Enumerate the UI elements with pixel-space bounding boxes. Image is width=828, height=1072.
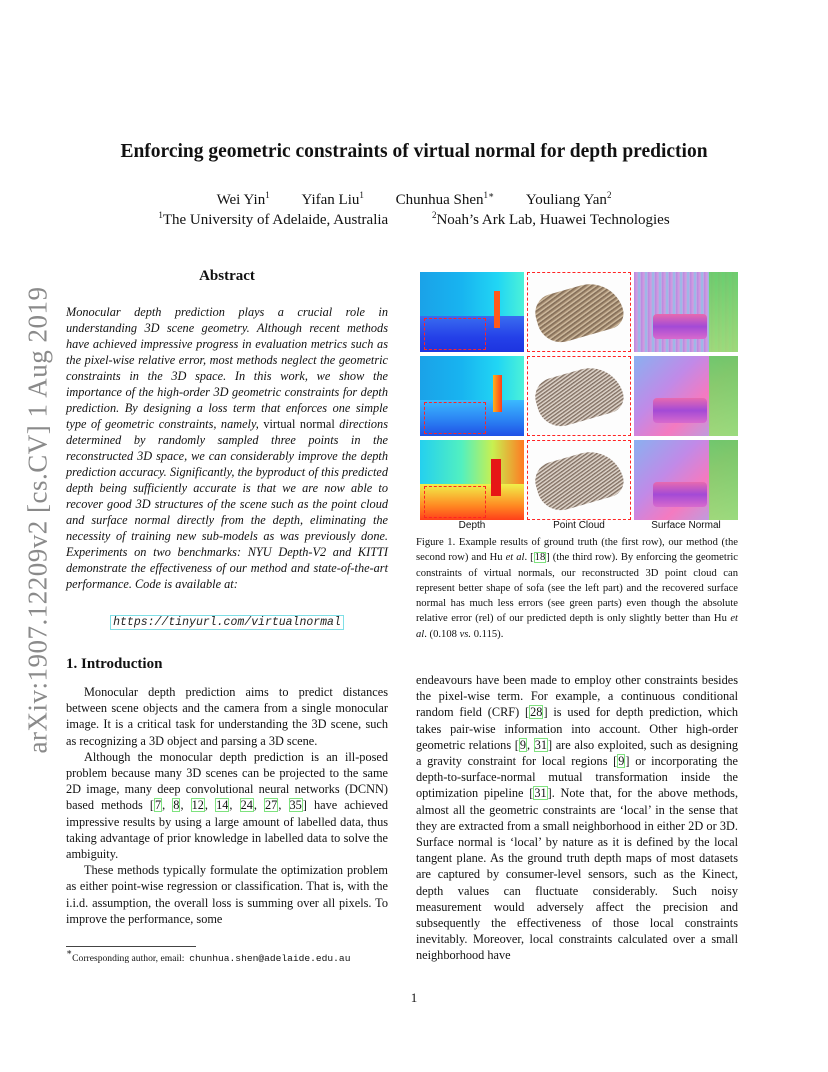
figure-label-depth: Depth xyxy=(458,520,486,531)
arxiv-stamp xyxy=(18,286,58,754)
citation-link[interactable]: 7 xyxy=(154,798,162,813)
figure-1 xyxy=(420,270,738,531)
affiliation-mark: 1 xyxy=(158,210,163,220)
caption-text: Figure 1. Example results of ground truth (the first row), our method (the second row) and Hu xyxy=(416,537,738,564)
code-url-wrap xyxy=(66,612,388,630)
intro-paragraph: Monocular depth prediction aims to predict distances between scene objects and the camera from a single monocular image. It is a critical task for understanding the 3D scene, such as recognizing a 3D object and parsing a 3D scene. xyxy=(66,685,388,748)
depth-image-hu xyxy=(420,440,524,520)
affiliation-mark: 2 xyxy=(431,210,437,220)
citation-link[interactable]: 14 xyxy=(216,798,229,813)
footnote-mark: ∗ xyxy=(66,947,73,957)
point-cloud-hu xyxy=(527,440,631,520)
footnote-rule xyxy=(66,946,196,947)
paragraph-text: or incorporating the depth-to-surface-normal mutual transformation inside the optimization pipeline xyxy=(416,754,739,801)
author-name: Youliang Yan xyxy=(525,192,607,208)
citation-link[interactable]: 18 xyxy=(534,552,546,564)
intro-paragraph: These methods typically formulate the optimization problem as either point-wise regression or classification. That is, with the i.i.d. assumption, the overall loss is summing over all pixels. To improve the performance, some xyxy=(66,863,388,926)
caption-italic: et al xyxy=(505,552,525,564)
affiliation xyxy=(432,212,670,228)
intro-left-column xyxy=(66,684,388,927)
caption-text: (the third row). By enforcing the geometric constraints of virtual normals, our reconstructed 3D point cloud can represent better shape of sofa (see the left part) and the recovered surface normal has much less errors (see green parts) even though the absolute relative error (rel) of our predicted depth is only slightly better than Hu xyxy=(416,552,738,625)
citation-link[interactable]: 27 xyxy=(265,798,278,813)
affiliation-name: Noah’s Ark Lab, Huawei Technologies xyxy=(436,212,670,228)
intro-paragraph: Although the monocular depth prediction is an ill-posed problem because many 3D scenes can be projected to the same 2D image, many deep convolutional neural networks (DCNN) based methods [7, 8, 12, 14, 24, 27, 35] have achieved impressive results by using a large amount of labelled data, thus taking advantage of prior knowledge in labelled data to solve the ambiguity. xyxy=(66,749,388,862)
caption-italic: et al xyxy=(416,613,738,640)
abstract-heading: Abstract xyxy=(199,268,255,284)
paragraph-text: is used for depth prediction, which takes pair-wise information into account. Other high-order geometric relations xyxy=(416,705,738,752)
affiliation-list xyxy=(60,212,768,229)
author-name: Yifan Liu xyxy=(301,192,360,208)
citation-link[interactable]: 35 xyxy=(289,798,302,813)
abstract-body xyxy=(66,304,388,592)
caption-italic: vs. xyxy=(459,628,472,640)
citation-link[interactable]: 24 xyxy=(240,798,253,813)
figure-label-surface-normal: Surface Normal xyxy=(651,520,721,531)
footnote-email[interactable]: chunhua.shen@adelaide.edu.au xyxy=(189,953,351,964)
citation-link[interactable]: 8 xyxy=(173,798,180,813)
citation-link[interactable]: 9 xyxy=(519,737,526,752)
figure-caption: Figure 1. Example results of ground truth (the first row), our method (the second row) and Hu et al. [18] (the third row). By enforcing the geometric constraints of virtual normals, our reconstructed 3D point cloud can represent better shape of sofa (see the left part) and the recovered surface normal has much less errors (see green parts) even though the absolute relative error (rel) of our predicted depth is only slightly better than Hu et al. (0.108 vs. 0.115). xyxy=(416,537,738,640)
author-mark: 1 xyxy=(359,190,364,200)
abstract-text: Monocular depth prediction plays a crucial role in understanding 3D scene geometry. Although recent methods have achieved impressive progress in evaluation metrics such as the pixel-wise relative error, most methods neglect the geometric constraints in the 3D space. In this work, we show the importance of the high-order 3D geometric constraints for depth prediction. By designing a loss term that enforces one simple type of geometric constraints, namely, xyxy=(66,305,388,431)
citation-link[interactable]: 28 xyxy=(530,705,543,720)
citation-link[interactable]: 31 xyxy=(534,737,547,752)
depth-image-ground-truth xyxy=(420,272,524,352)
section-heading-introduction: 1. Introduction xyxy=(66,656,163,672)
citation-link[interactable]: 12 xyxy=(191,798,204,813)
paragraph-text: . Note that, for the above methods, almost all the geometric constraints are ‘local’ in the sense that they are extracted from a small neighborhood in either 2D or 3D. Surface normal is ‘local’ by nature as it is defined by the local tangent plane. As the ground truth depth maps of most datasets are captured by consumer-level sensors, such as the Kinect, depth values can fluctuate considerably. Such noisy measurement would adversely affect the precision and subsequently the effectiveness of those local constraints inevitably. Moreover, local constraints calculated over a small neighborhood have xyxy=(416,786,739,963)
caption-text: . (0.108 xyxy=(424,628,457,640)
author-mark: 2 xyxy=(606,190,612,200)
abstract-text: directions determined by randomly sampled three points in the reconstructed 3D space, we can considerably improve the depth prediction accuracy. Significantly, the byproduct of this predicted depth being sufficiently accurate is that we are now able to recover good 3D structures of the scene such as the point cloud and surface normal directly from the depth, eliminating the necessity of training new sub-models as was previously done. Experiments on two benchmarks: NYU Depth-V2 and KITTI demonstrate the effectiveness of our method and state-of-the-art performance. Code is available at: xyxy=(66,417,388,591)
surface-normal-ours xyxy=(634,356,738,436)
author xyxy=(301,192,363,208)
author-name: Chunhua Shen xyxy=(395,192,484,208)
figure-label-point-cloud: Point Cloud xyxy=(553,520,605,531)
citation-link[interactable]: 9 xyxy=(618,754,625,769)
paragraph-text: Although the monocular depth prediction is an ill-posed problem because many 3D scenes can be projected to the same 2D image, many deep convolutional neural networks (DCNN) based methods xyxy=(66,749,388,813)
arxiv-stamp-text: arXiv:1907.12209v2 [cs.CV] 1 Aug 2019 xyxy=(22,286,53,754)
point-cloud-ours xyxy=(527,356,631,436)
affiliation xyxy=(158,212,388,228)
paragraph-text: have achieved impressive results by using a large amount of labelled data, thus taking advantage of prior knowledge in labelled data to solve the ambiguity. xyxy=(66,798,388,862)
author-mark: 1∗ xyxy=(483,190,495,200)
affiliation-name: The University of Adelaide, Australia xyxy=(162,212,389,228)
point-cloud-ground-truth xyxy=(527,272,631,352)
paper-title: Enforcing geometric constraints of virtual normal for depth prediction xyxy=(120,141,708,162)
footnote xyxy=(66,947,396,964)
abstract-term: virtual normal xyxy=(263,417,335,431)
paragraph-text: are also exploited, such as designing a gravity constraint for local regions xyxy=(416,737,739,769)
page-number: 1 xyxy=(410,990,418,1005)
caption-text: 0.115). xyxy=(473,628,504,640)
author-list xyxy=(60,192,768,209)
surface-normal-ground-truth xyxy=(634,272,738,352)
author xyxy=(526,192,612,208)
author-mark: 1 xyxy=(265,190,270,200)
surface-normal-hu xyxy=(634,440,738,520)
depth-image-ours xyxy=(420,356,524,436)
footnote-text: Corresponding author, email: xyxy=(72,953,185,964)
paragraph-text: endeavours have been made to employ other constraints besides the pixel-wise term. For example, a continuous conditional random field (CRF) xyxy=(416,673,738,720)
caption-text: . xyxy=(524,552,528,564)
citation-link[interactable]: 31 xyxy=(534,786,547,801)
code-url-link[interactable]: https://tinyurl.com/virtualnormal xyxy=(110,615,344,630)
author-name: Wei Yin xyxy=(216,192,266,208)
author xyxy=(396,192,495,208)
intro-right-column: endeavours have been made to employ other constraints besides the pixel-wise term. For example, a continuous conditional random field (CRF) [28] is used for depth prediction, which takes pair-wise information into account. Other high-order geometric relations [9, 31] are also exploited, such as designing a gravity constraint for local regions [9] or incorporating the depth-to-surface-normal mutual transformation inside the optimization pipeline [31]. Note that, for the above methods, almost all the geometric constraints are ‘local’ in the sense that they are extracted from a small neighborhood in either 2D or 3D. Surface normal is ‘local’ by nature as it is defined by the local tangent plane. As the ground truth depth maps of most datasets are captured by consumer-level sensors, such as the Kinect, depth values can fluctuate considerably. Such noisy measurement would adversely affect the precision and subsequently the effectiveness of those local constraints inevitably. Moreover, local constraints calculated over a small neighborhood have xyxy=(416,673,739,963)
author xyxy=(217,192,270,208)
